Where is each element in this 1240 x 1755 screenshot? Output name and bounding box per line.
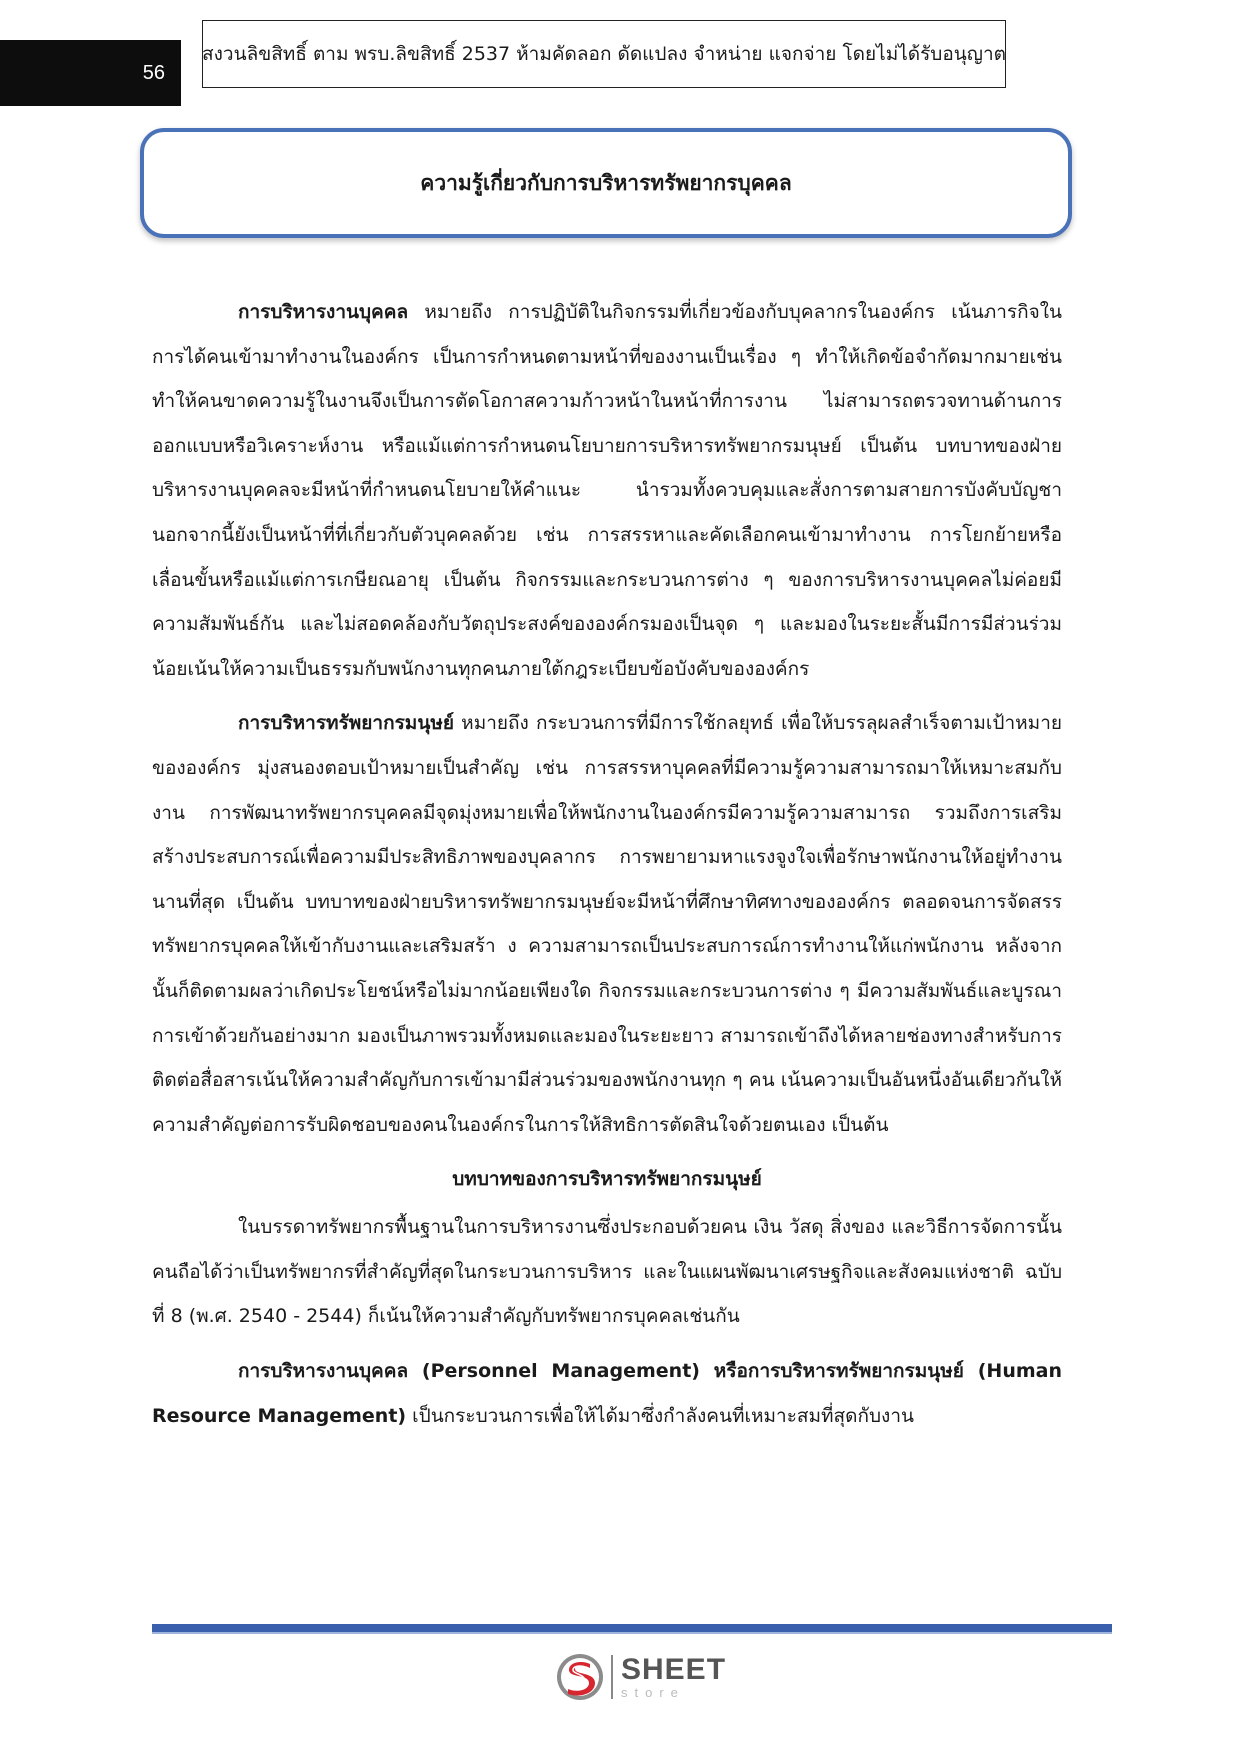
page-number [0, 40, 181, 106]
paragraph-text: หมายถึง กระบวนการที่มีการใช้กลยุทธ์ เพื่อให้บรรลุผลสำเร็จตามเป้าหมายขององค์กร มุ่งสนองตอบเป้าหมายเป็นสำคัญ เช่น การสรรหาบุคคลที่มีความรู้ความสามารถมาให้เหมาะสมกับงาน การพัฒนาทรัพยากรบุคคลมีจุดมุ่งหมายเพื่อให้พนักงานในองค์กรมีความรู้ความสามารถ รวมถึงการเสริมสร้างประสบการณ์เพื่อความมีประสิทธิภาพของบุคลากร การพยายามหาแรงจูงใจเพื่อรักษาพนักงานให้อยู่ทำงานนานที่สุด เป็นต้น บทบาทของฝ่ายบริหารทรัพยากรมนุษย์จะมีหน้าที่ศึกษาทิศทางขององค์กร ตลอดจนการจัดสรรทรัพยากรบุคคลให้เข้ากับงานและเสริมสร้า ง ความสามารถเป็นประสบการณ์การทำงานให้แก่พนักงาน หลังจากนั้นก็ติดตามผลว่าเกิดประโยชน์หรือไม่มากน้อยเพียงใด กิจกรรมและกระบวนการต่าง ๆ มีความสัมพันธ์และบูรณาการเข้าด้วยกันอย่างมาก มองเป็นภาพรวมทั้งหมดและมองในระยะยาว สามารถเข้าถึงได้หลายช่องทางสำหรับการติดต่อสื่อสารเน้นให้ความสำคัญกับการเข้ามามีส่วนร่วมของพนักงานทุก ๆ คน เน้นความเป็นอันหนึ่งอันเดียวกันให้ความสำคัญต่อการรับผิดชอบของคนในองค์กรในการให้สิทธิการตัดสินใจด้วยตนเอง เป็นต้น [152, 712, 1062, 1136]
document-body [152, 290, 1062, 1448]
section-heading: บทบาทของการบริหารทรัพยากรมนุษย์ [452, 1168, 762, 1191]
page-title: ความรู้เกี่ยวกับการบริหารทรัพยากรบุคคล [420, 170, 792, 195]
paragraph-human-resource-management [152, 701, 1062, 1147]
term-human-resource-management: การบริหารทรัพยากรมนุษย์ [238, 712, 454, 735]
paragraph-personnel-management [152, 290, 1062, 691]
page-number-text: 56 [142, 61, 165, 84]
sheet-store-logo [555, 1650, 726, 1704]
footer-rule [152, 1624, 1112, 1634]
paragraph-text: หมายถึง การปฏิบัติในกิจกรรมที่เกี่ยวข้องกับบุคลากรในองค์กร เน้นภารกิจในการได้คนเข้ามาทำงานในองค์กร เป็นการกำหนดตามหน้าที่ของงานเป็นเรื่อง ๆ ทำให้เกิดข้อจำกัดมากมายเช่น ทำให้คนขาดความรู้ในงานจึงเป็นการตัดโอกาสความก้าวหน้าในหน้าที่การงาน ไม่สามารถตรวจทานด้านการออกแบบหรือวิเคราะห์งาน หรือแม้แต่การกำหนดนโยบายการบริหารทรัพยากรมนุษย์ เป็นต้น บทบาทของฝ่ายบริหารงานบุคคลจะมีหน้าที่กำหนดนโยบายให้คำแนะ นำรวมทั้งควบคุมและสั่งการตามสายการบังคับบัญชา นอกจากนี้ยังเป็นหน้าที่ที่เกี่ยวกับตัวบุคคลด้วย เช่น การสรรหาและคัดเลือกคนเข้ามาทำงาน การโยกย้ายหรือเลื่อนขั้นหรือแม้แต่การเกษียณอายุ เป็นต้น กิจกรรมและกระบวนการต่าง ๆ ของการบริหารงานบุคคลไม่ค่อยมีความสัมพันธ์กัน และไม่สอดคล้องกับวัตถุประสงค์ขององค์กรมองเป็นจุด ๆ และมองในระยะสั้นมีการมีส่วนร่วมน้อยเน้นให้ความเป็นธรรมกับพนักงานทุกคนภายใต้กฎระเบียบข้อบังคับขององค์กร [152, 301, 1062, 680]
title-box [140, 128, 1072, 238]
logo-divider [611, 1655, 613, 1699]
paragraph-definition [152, 1349, 1062, 1438]
sheet-store-logo-icon [555, 1652, 605, 1702]
logo-brand-sub: store [621, 1685, 685, 1700]
term-personnel-management: การบริหารงานบุคคล [238, 301, 409, 323]
section-paragraph: ในบรรดาทรัพยากรพื้นฐานในการบริหารงานซึ่งประกอบด้วยคน เงิน วัสดุ สิ่งของ และวิธีการจัดการนั้น คนถือได้ว่าเป็นทรัพยากรที่สำคัญที่สุดในกระบวนการบริหาร และในแผนพัฒนาเศรษฐกิจและสังคมแห่งชาติ ฉบับที่ 8 (พ.ศ. 2540 - 2544) ก็เน้นให้ความสำคัญกับทรัพยากรบุคคลเช่นกัน [152, 1216, 1062, 1328]
copyright-notice [202, 20, 1006, 88]
copyright-text: สงวนลิขสิทธิ์ ตาม พรบ.ลิขสิทธิ์ 2537 ห้ามคัดลอก ดัดแปลง จำหน่าย แจกจ่าย โดยไม่ได้รับอนุญาต [202, 43, 1006, 65]
logo-brand-name: SHEET [621, 1653, 727, 1686]
logo-brand [621, 1655, 726, 1699]
term-definition: การบริหารงานบุคคล (Personnel Management) หรือการบริหารทรัพยากรมนุษย์ (Human Resource Management) [152, 1360, 1062, 1427]
paragraph-text: เป็นกระบวนการเพื่อให้ได้มาซึ่งกำลังคนที่เหมาะสมที่สุดกับงาน [406, 1404, 914, 1427]
